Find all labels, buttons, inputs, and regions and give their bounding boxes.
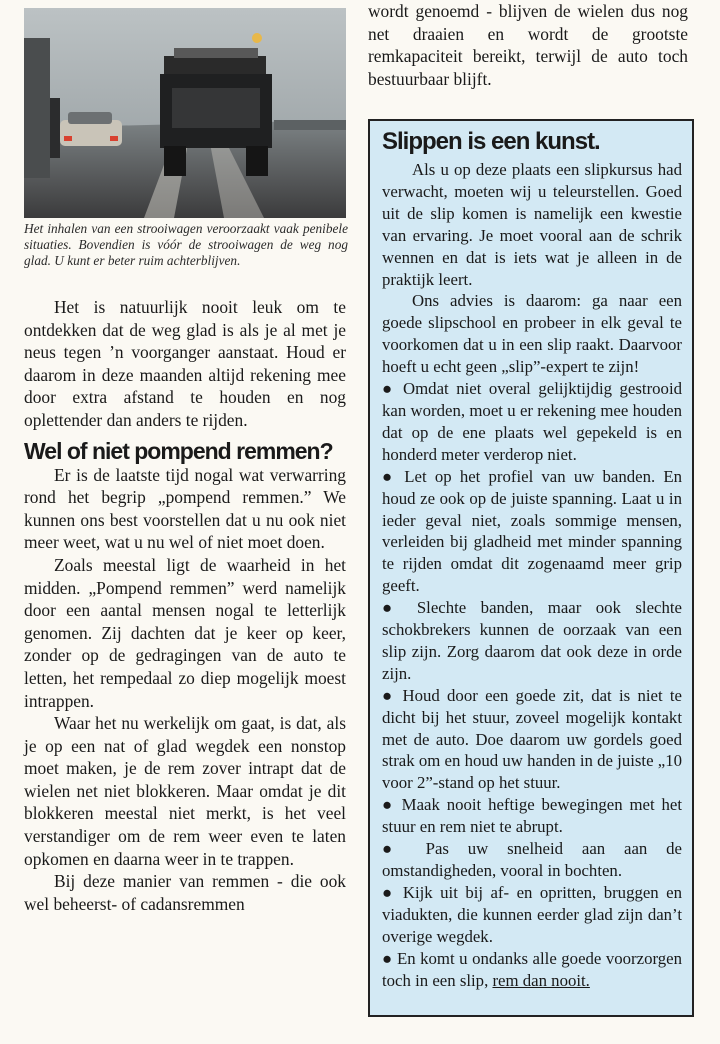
right-column-top bbox=[368, 0, 688, 90]
road-truck-photo bbox=[24, 8, 346, 218]
continued-paragraph: wordt genoemd - blijven de wielen dus nog net draaien en wordt de grootste remkapaciteit bereikt, terwijl de auto toch bestuurbaar blijft. bbox=[368, 1, 688, 89]
bullet-item: ● Let op het profiel van uw banden. En houd ze ook op de juiste spanning. Laat u in ieder geval niet, zoals sommige mensen, verleiden bij gladheid met minder spanning te rijden omdat dit zogenaamd meer grip geeft. bbox=[382, 466, 682, 596]
box-heading: Slippen is een kunst. bbox=[382, 128, 600, 155]
sidebar-box-slippen bbox=[368, 119, 694, 1017]
paragraph: Bij deze manier van remmen - die ook wel beheerst- of cadansremmen bbox=[24, 871, 346, 914]
bullet-item: ● Omdat niet overal gelijktijdig gestrooid kan worden, moet u er rekening mee houden dat op de ene plaats wel gepekeld is en honderd meter verderop niet. bbox=[382, 379, 682, 464]
bullet-item: ● Kijk uit bij af- en opritten, bruggen en viadukten, die kunnen eerder glad zijn dan’t overige wegdek. bbox=[382, 882, 682, 946]
winter-road-illustration bbox=[24, 8, 346, 218]
box-paragraph: Ons advies is daarom: ga naar een goede slipschool en probeer in elk geval te voorkomen dat u in een slip raakt. Daarvoor hoeft u echt geen „slip”-expert te zijn! bbox=[382, 291, 682, 377]
photo-caption: Het inhalen van een strooiwagen veroorzaakt vaak penibele situaties. Bovendien is vóór de strooiwagen de weg nog glad. U kunt er beter ruim achterblijven. bbox=[24, 221, 348, 268]
bullet-item-last bbox=[382, 948, 682, 992]
section-heading-pompend-remmen: Wel of niet pompend remmen? bbox=[24, 437, 333, 464]
paragraph: Zoals meestal ligt de waarheid in het midden. „Pompend remmen” werd namelijk door een aantal mensen nogal te letterlijk genomen. Zij dachten dat je keer op keer, zonder op de gedragingen van de auto te letten, het rempedaal zo diep mogelijk moest intrappen. bbox=[24, 554, 346, 711]
bullet-item: ● Houd door een goede zit, dat is niet te dicht bij het stuur, zoveel mogelijk kontakt met de auto. Doe daarom uw gordels goed strak om en houd uw handen in de juiste „10 voor 2”-stand op het stuur. bbox=[382, 685, 682, 793]
bullet-text: ● En komt u ondanks alle goede voorzorgen toch in een slip, bbox=[382, 948, 682, 990]
paragraph: Er is de laatste tijd nogal wat verwarring rond het begrip „pompend remmen.” We kunnen ons best voorstellen dat u nu ook niet meer weet, wat u nu wel of niet moet doen. bbox=[24, 464, 346, 553]
bullet-item: ● Slechte banden, maar ook slechte schokbrekers kunnen de oorzaak van een slip zijn. Zorg daarom dat ook deze in orde zijn. bbox=[382, 598, 682, 683]
bullet-item: ● Pas uw snelheid aan aan de omstandigheden, vooral in bochten. bbox=[382, 839, 682, 880]
underlined-advice: rem dan nooit. bbox=[492, 970, 590, 990]
bullet-item: ● Maak nooit heftige bewegingen met het stuur en rem niet te abrupt. bbox=[382, 795, 682, 837]
left-column bbox=[24, 296, 346, 915]
paragraph: Waar het nu werkelijk om gaat, is dat, als je op een nat of glad wegdek een nonstop moet maken, je de rem zover intrapt dat de wielen net niet blokkeren. Maar omdat je dit blokkeren meestal niet merkt, is het veel verstandiger om de rem weer even te laten opkomen en daarna weer in te trappen. bbox=[24, 713, 346, 869]
intro-paragraph: Het is natuurlijk nooit leuk om te ontdekken dat de weg glad is als je al met je neus tegen ’n voorganger aanstaat. Houd er daarom in deze maanden altijd rekening mee door extra afstand te houden en nog oplettender dan anders te rijden. bbox=[24, 297, 346, 430]
box-paragraph: Als u op deze plaats een slipkursus had verwacht, moeten wij u teleurstellen. Goed uit de slip komen is namelijk een kwestie van ervaring. Je moet vooral aan de schrik wennen en dat is iets wat je alleen in de praktijk leert. bbox=[382, 160, 682, 289]
